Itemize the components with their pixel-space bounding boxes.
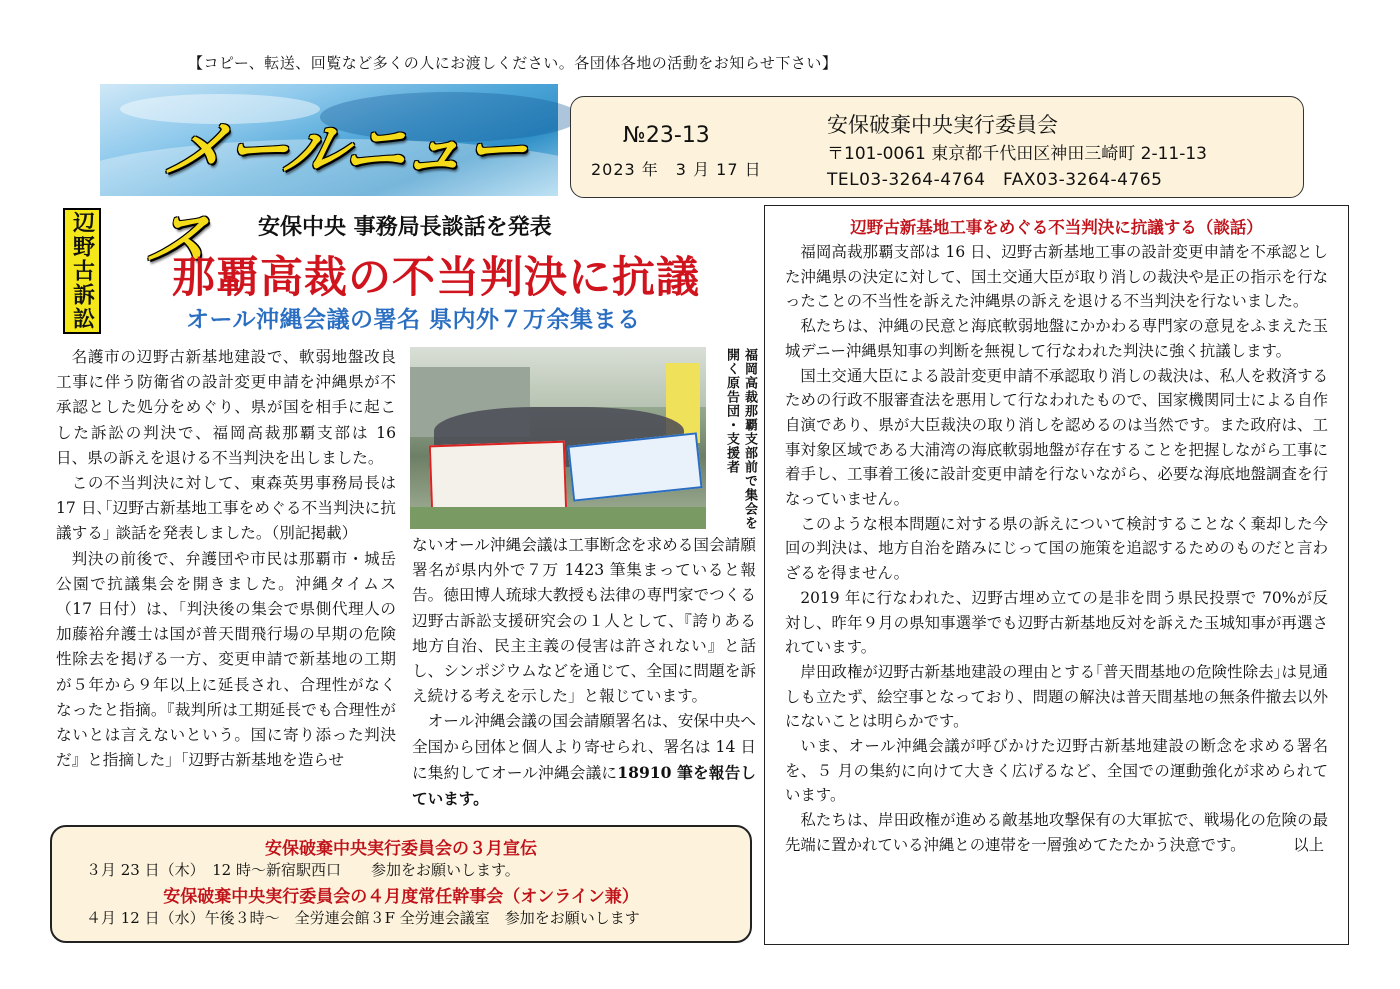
article-text: オール沖縄会議の国会請願署名は、安保中央へ全国から団体と個人より寄せられ、署名は 14 日に集約してオール沖縄会議に [412,712,756,782]
event-detail: ４月 12 日（水）午後３時～ 全労連会館３F 全労連会議室 参加をお願いします [86,909,640,927]
photo-banner [567,432,702,501]
issue-date: 2023 年 3 月 17 日 [591,160,762,179]
article-paragraph: 判決の前後で、弁護団や市民は那覇市・城岳公園で抗議集会を開きました。沖縄タイムス（17 日付）は、｢判決後の集会で県側代理人の加藤裕弁護士は国が普天間飛行場の早期の危険性除去を掲げる一方、変更申請で新基地の工期が５年から９年以上に延長され、合理性がなくなったと指摘。『裁判所は工期延長でも合理性がないとは言えないという。国に寄り添った判決だ』と指摘した」｢辺野古新基地を造らせ [56,549,396,770]
organization-tel-fax: TEL03-3264-4764 FAX03-3264-4765 [827,170,1163,190]
top-note: 【コピー、転送、回覧など多くの人にお渡しください。各団体各地の活動をお知らせ下さい】 [188,54,838,72]
events-box [50,825,752,943]
statement-paragraph: 福岡高裁那覇支部は 16 日、辺野古新基地工事の設計変更申請を不承認とした沖縄県の決定に対して、国土交通大臣が取り消しの裁決や是正の指示を行なったことの不当性を訴えた沖縄県の訴えを退ける不当判決を行ないました。 [785,243,1328,311]
article-headline: 那覇高裁の不当判決に抗議 [172,253,700,303]
article-column-2 [412,533,756,812]
statement-body [785,240,1328,858]
event-detail: ３月 23 日（木） 12 時～新宿駅西口 参加をお願いします。 [86,861,520,879]
photo-ground [410,507,706,529]
statement-title: 辺野古新基地工事をめぐる不当判決に抗議する（談話） [850,218,1263,237]
statement-paragraph: いま、オール沖縄会議が呼びかけた辺野古新基地建設の断念を求める署名を、５ 月の集約に向けて大きく広げるなど、全国での運動強化が求められています。 [785,737,1328,805]
statement-paragraph: 国土交通大臣による設計変更申請不承認取り消しの裁決は、私人を救済するための行政不服審査法を悪用して行なわれたもので、国家機関同士による自作自演であり、県が大臣裁決の取り消しを認めるのは当然です。また政府は、工事対象区域である大浦湾の海底軟弱地盤が存在することを把握しながら工事に着手し、工事着工後に設計変更申請を行ないながら、必要な海底地盤調査を行なっていません。 [785,366,1328,509]
statement-paragraph: 2019 年に行なわれた、辺野古埋め立ての是非を問う県民投票で 70%が反対し、昨年９月の県知事選挙でも辺野古新基地反対を訴えた玉城知事が再選されています。 [785,588,1328,657]
section-label: 辺野古訴訟 [63,208,101,334]
article-subhead: オール沖縄会議の署名 県内外７万余集まる [186,307,641,333]
issue-info-box [570,96,1304,198]
statement-paragraph: 私たちは、沖縄の民意と海底軟弱地盤にかかわる専門家の意見をふまえた玉城デニー沖縄県知事の判断を無視して行なわれた判決に強く抗議します。 [785,317,1328,360]
organization-name: 安保破棄中央実行委員会 [827,113,1058,137]
issue-number: №23-13 [623,123,710,148]
article-paragraph [412,709,756,812]
organization-address: 〒101-0061 東京都千代田区神田三崎町 2-11-13 [827,144,1208,164]
statement-paragraph: 岸田政権が辺野古新基地建設の理由とする｢普天間基地の危険性除去｣は見通しも立たず、絵空事となっており、問題の解決は普天間基地の無条件撤去以外にないことは明らかです。 [785,662,1328,731]
rally-photo [410,347,706,529]
article-paragraph: ないオール沖縄会議は工事断念を求める国会請願署名が県内外で７万 1423 筆集まっていると報告。徳田博人琉球大教授も法律の専門家でつくる辺野古訴訟支援研究会の１人として、『誇りある地方自治、民主主義の侵害は許されない』と話し、シンポジウムなどを通じて、全国に問題を訴え続ける考えを示した」と報じています。 [412,536,756,706]
event-title: 安保破棄中央実行委員会の３月宣伝 [265,839,537,859]
article-kicker: 安保中央 事務局長談話を発表 [258,215,552,240]
statement-signoff: 以上 [1293,835,1324,854]
statement-paragraph: 私たちは、岸田政権が進める敵基地攻撃保有の大軍拡で、戦場化の危険の最先端に置かれている沖縄との連帯を一層強めてたたかう決意です。 [785,811,1328,854]
photo-banner [429,441,567,516]
article-paragraph: 名護市の辺野古新基地建設で、軟弱地盤改良工事に伴う防衛省の設計変更申請を沖縄県が不承認とした処分をめぐり、県が国を相手に起こした訴訟の判決で、福岡高裁那覇支部は 16 日、県の訴えを退ける不当判決を出しました。 [56,348,396,467]
photo-caption: 福岡高裁那覇支部前で集会を開く原告団・支援者 [724,348,757,530]
statement-paragraph: このような根本問題に対する県の訴えについて検討することなく棄却した今回の判決は、地方自治を踏みにじって国の施策を追認するためのものだと言わざるを得ません。 [785,514,1328,583]
event-title: 安保破棄中央実行委員会の４月度常任幹事会（オンライン兼） [163,887,639,907]
mail-news-logo: メールニュース [139,113,533,275]
statement-box [764,205,1349,945]
article-column-1 [56,345,396,773]
article-paragraph: この不当判決に対して、東森英男事務局長は 17 日､｢辺野古新基地工事をめぐる不当判決に抗議する｣ 談話を発表しました。（別記掲載） [56,474,396,543]
signature-count: 18910 筆を報告しています。 [412,762,756,809]
